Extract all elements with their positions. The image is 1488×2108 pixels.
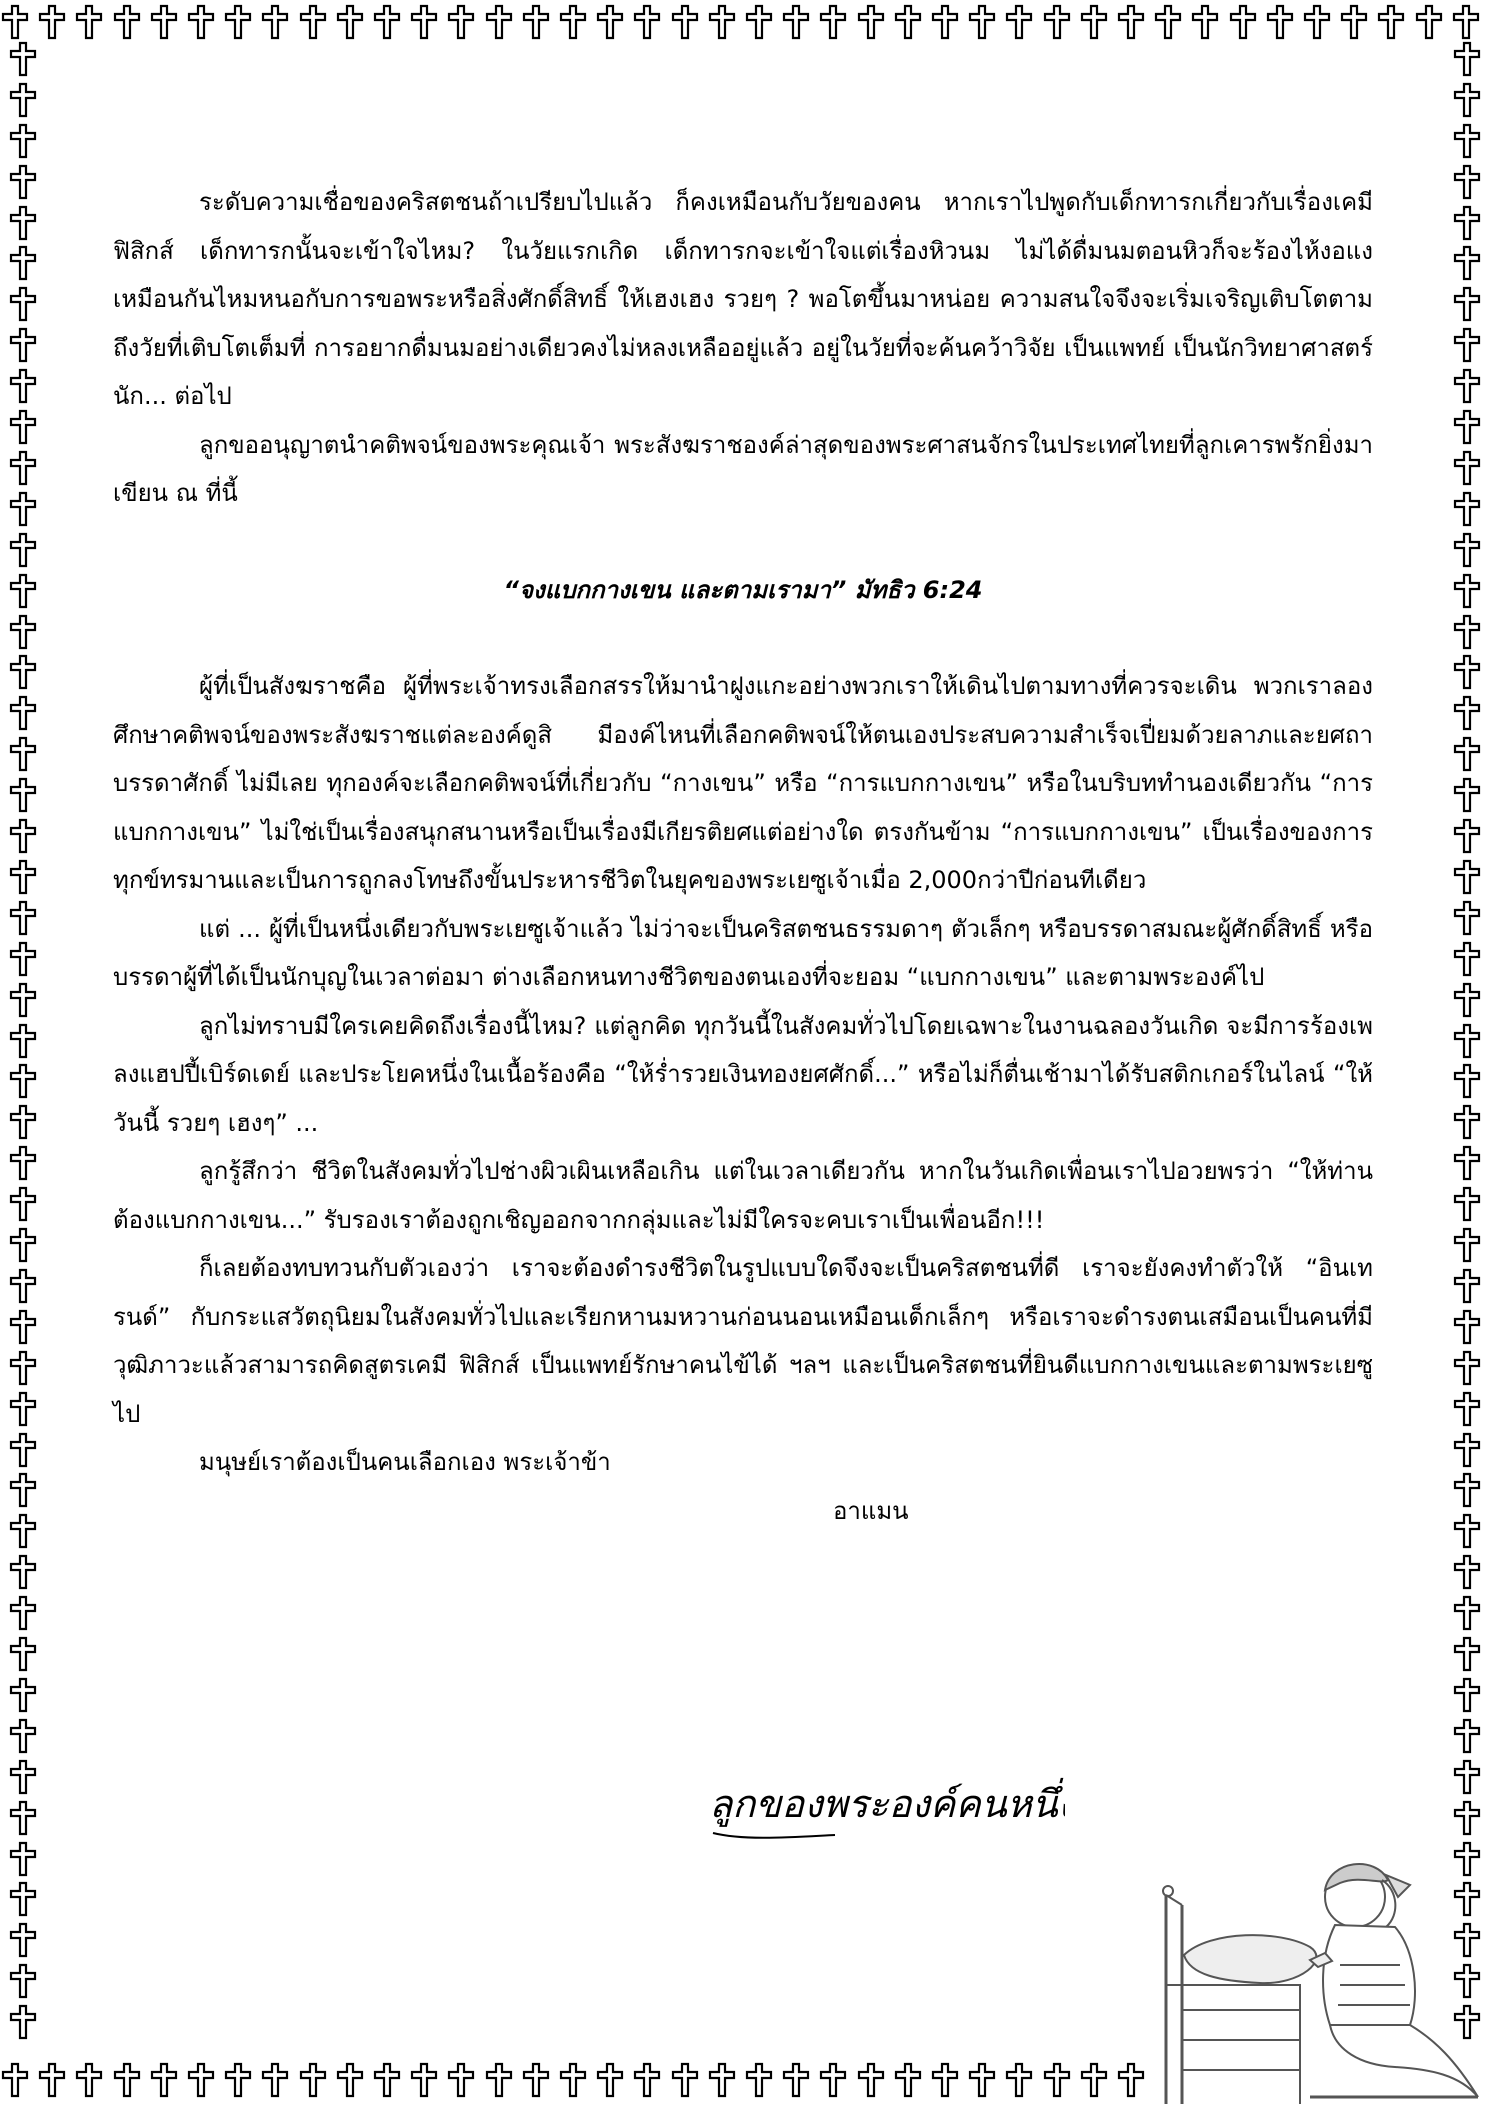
latin-cross-icon xyxy=(781,4,811,40)
intro-paragraph-1: ระดับความเชื่อของคริสตชนถ้าเปรียบไปแล้ว ก็คงเหมือนกับวัยของคน หากเราไปพูดกับเด็กทารกเกี่ยวกับเรื่องเคมีฟิสิกส์ เด็กทารกนั้นจะเข้าใจไหม? ในวัยแรกเกิด เด็กทารกจะเข้าใจแต่เรื่องหิวนม ไม่ได้ดื่มนมตอนหิวก็จะร้องไห้งอแง เหมือนกันไหมหนอกับการขอพระหรือสิ่งศักดิ์สิทธิ์ ให้เฮงเฮง รวยๆ ? พอโตขึ้นมาหน่อย ความสนใจจึงจะเริ่มเจริญเติบโตตาม ถึงวัยที่เติบโตเต็มที่ การอยากดื่มนมอย่างเดียวคงไม่หลงเหลืออยู่แล้ว อยู่ในวัยที่จะค้นคว้าวิจัย เป็นแพทย์ เป็นนักวิทยาศาสตร์ นัก... ต่อไป xyxy=(113,188,1373,410)
latin-cross-icon xyxy=(893,2062,923,2098)
latin-cross-icon xyxy=(521,2062,551,2098)
latin-cross-icon xyxy=(335,4,365,40)
cross-border-top xyxy=(0,4,1488,44)
body-paragraph-4: ลูกรู้สึกว่า ชีวิตในสังคมทั่วไปช่างผิวเผินเหลือเกิน แต่ในเวลาเดียวกัน หากในวันเกิดเพื่อนเราไปอวยพรว่า “ให้ท่านต้องแบกกางเขน...” รับรองเราต้องถูกเชิญออกจากกลุ่มและไม่มีใครจะคบเราเป็นเพื่อนอีก!!! xyxy=(113,1157,1373,1234)
latin-cross-icon xyxy=(1452,123,1482,159)
latin-cross-icon xyxy=(558,4,588,40)
latin-cross-icon xyxy=(8,1145,38,1181)
latin-cross-icon xyxy=(409,2062,439,2098)
latin-cross-icon xyxy=(8,654,38,690)
latin-cross-icon xyxy=(446,2062,476,2098)
latin-cross-icon xyxy=(8,450,38,486)
latin-cross-icon xyxy=(1042,2062,1072,2098)
latin-cross-icon xyxy=(1376,4,1406,40)
document-body xyxy=(113,178,1373,1535)
latin-cross-icon xyxy=(1042,4,1072,40)
latin-cross-icon xyxy=(595,4,625,40)
latin-cross-icon xyxy=(8,245,38,281)
latin-cross-icon xyxy=(1452,654,1482,690)
latin-cross-icon xyxy=(8,573,38,609)
latin-cross-icon xyxy=(1452,245,1482,281)
latin-cross-icon xyxy=(484,4,514,40)
latin-cross-icon xyxy=(335,2062,365,2098)
latin-cross-icon xyxy=(1079,4,1109,40)
latin-cross-icon xyxy=(1452,1186,1482,1222)
latin-cross-icon xyxy=(8,1063,38,1099)
latin-cross-icon xyxy=(1452,205,1482,241)
latin-cross-icon xyxy=(74,4,104,40)
latin-cross-icon xyxy=(8,409,38,445)
latin-cross-icon xyxy=(744,4,774,40)
latin-cross-icon xyxy=(1452,859,1482,895)
latin-cross-icon xyxy=(818,4,848,40)
latin-cross-icon xyxy=(1452,1800,1482,1836)
latin-cross-icon xyxy=(298,2062,328,2098)
latin-cross-icon xyxy=(1452,491,1482,527)
latin-cross-icon xyxy=(1452,1023,1482,1059)
latin-cross-icon xyxy=(8,1391,38,1427)
latin-cross-icon xyxy=(8,1718,38,1754)
latin-cross-icon xyxy=(484,2062,514,2098)
latin-cross-icon xyxy=(1452,777,1482,813)
latin-cross-icon xyxy=(8,286,38,322)
praying-girl-illustration xyxy=(1160,1835,1488,2104)
latin-cross-icon xyxy=(8,1472,38,1508)
latin-cross-icon xyxy=(670,4,700,40)
latin-cross-icon xyxy=(8,900,38,936)
latin-cross-icon xyxy=(149,2062,179,2098)
latin-cross-icon xyxy=(1190,4,1220,40)
latin-cross-icon xyxy=(1452,900,1482,936)
latin-cross-icon xyxy=(8,1227,38,1263)
latin-cross-icon xyxy=(8,1841,38,1877)
latin-cross-icon xyxy=(112,2062,142,2098)
latin-cross-icon xyxy=(1452,327,1482,363)
latin-cross-icon xyxy=(8,1309,38,1345)
closing-amen: อาแมน xyxy=(833,1496,909,1525)
body-paragraph-5: ก็เลยต้องทบทวนกับตัวเองว่า เราจะต้องดำรงชีวิตในรูปแบบใดจึงจะเป็นคริสตชนที่ดี เราจะยังคงทำตัวให้ “อินเทรนด์” กับกระแสวัตถุนิยมในสังคมทั่วไปและเรียกหานมหวานก่อนนอนเหมือนเด็กเล็กๆ หรือเราจะดำรงตนเสมือนเป็นคนที่มีวุฒิภาวะแล้วสามารถคิดสูตรเคมี ฟิสิกส์ เป็นแพทย์รักษาคนไข้ได้ ฯลฯ และเป็นคริสตชนที่ยินดีแบกกางเขนและตามพระเยซูไป xyxy=(113,1254,1373,1428)
latin-cross-icon xyxy=(856,2062,886,2098)
latin-cross-icon xyxy=(223,4,253,40)
cross-border-right xyxy=(1452,0,1488,2104)
latin-cross-icon xyxy=(1452,1718,1482,1754)
latin-cross-icon xyxy=(930,2062,960,2098)
latin-cross-icon xyxy=(8,1881,38,1917)
cross-border-left xyxy=(8,0,48,2104)
latin-cross-icon xyxy=(8,695,38,731)
latin-cross-icon xyxy=(1414,4,1444,40)
latin-cross-icon xyxy=(8,82,38,118)
latin-cross-icon xyxy=(1004,2062,1034,2098)
latin-cross-icon xyxy=(781,2062,811,2098)
latin-cross-icon xyxy=(1452,450,1482,486)
latin-cross-icon xyxy=(1452,1595,1482,1631)
latin-cross-icon xyxy=(8,736,38,772)
body-paragraph-3: ลูกไม่ทราบมีใครเคยคิดถึงเรื่องนี้ไหม? แต่ลูกคิด ทุกวันนี้ในสังคมทั่วไปโดยเฉพาะในงานฉลองวันเกิด จะมีการร้องเพลงแฮปปี้เบิร์ดเดย์ และประโยคหนึ่งในเนื้อร้องคือ “ให้ร่ำรวยเงินทองยศศักดิ์...” หรือไม่ก็ตื่นเช้ามาได้รับสติกเกอร์ในไลน์ “ให้วันนี้ รวยๆ เฮงๆ” ... xyxy=(113,1011,1373,1137)
latin-cross-icon xyxy=(1004,4,1034,40)
motto-heading: “จงแบกกางเขน และตามเรามา” มัทธิว 6:24 xyxy=(503,575,983,604)
latin-cross-icon xyxy=(1452,1677,1482,1713)
latin-cross-icon xyxy=(1452,1145,1482,1181)
latin-cross-icon xyxy=(8,1922,38,1958)
latin-cross-icon xyxy=(260,4,290,40)
latin-cross-icon xyxy=(8,614,38,650)
latin-cross-icon xyxy=(8,164,38,200)
latin-cross-icon xyxy=(8,532,38,568)
latin-cross-icon xyxy=(186,4,216,40)
latin-cross-icon xyxy=(1452,1759,1482,1795)
latin-cross-icon xyxy=(707,2062,737,2098)
latin-cross-icon xyxy=(149,4,179,40)
latin-cross-icon xyxy=(1452,1636,1482,1672)
latin-cross-icon xyxy=(372,2062,402,2098)
latin-cross-icon xyxy=(1452,941,1482,977)
latin-cross-icon xyxy=(1452,41,1482,77)
latin-cross-icon xyxy=(818,2062,848,2098)
latin-cross-icon xyxy=(8,777,38,813)
body-paragraph-2: แต่ ... ผู้ที่เป็นหนึ่งเดียวกับพระเยซูเจ้าแล้ว ไม่ว่าจะเป็นคริสตชนธรรมดาๆ ตัวเล็กๆ หรือบรรดาสมณะผู้ศักดิ์สิทธิ์ หรือบรรดาผู้ที่ได้เป็นนักบุญในเวลาต่อมา ต่างเลือกหนทางชีวิตของตนเองที่จะยอม “แบกกางเขน” และตามพระองค์ไป xyxy=(113,914,1373,991)
latin-cross-icon xyxy=(1116,4,1146,40)
latin-cross-icon xyxy=(1452,1227,1482,1263)
latin-cross-icon xyxy=(967,4,997,40)
latin-cross-icon xyxy=(1452,368,1482,404)
latin-cross-icon xyxy=(1452,1513,1482,1549)
latin-cross-icon xyxy=(1452,1554,1482,1590)
latin-cross-icon xyxy=(930,4,960,40)
handwritten-signature xyxy=(705,1755,1065,1855)
latin-cross-icon xyxy=(595,2062,625,2098)
latin-cross-icon xyxy=(8,1023,38,1059)
latin-cross-icon xyxy=(1452,1432,1482,1468)
body-paragraph-6: มนุษย์เราต้องเป็นคนเลือกเอง พระเจ้าข้า xyxy=(199,1448,611,1476)
latin-cross-icon xyxy=(1452,736,1482,772)
latin-cross-icon xyxy=(372,4,402,40)
latin-cross-icon xyxy=(409,4,439,40)
latin-cross-icon xyxy=(8,1268,38,1304)
latin-cross-icon xyxy=(1452,286,1482,322)
latin-cross-icon xyxy=(1452,573,1482,609)
latin-cross-icon xyxy=(1452,1104,1482,1140)
latin-cross-icon xyxy=(856,4,886,40)
latin-cross-icon xyxy=(632,4,662,40)
latin-cross-icon xyxy=(1452,1063,1482,1099)
latin-cross-icon xyxy=(893,4,923,40)
latin-cross-icon xyxy=(1153,4,1183,40)
latin-cross-icon xyxy=(1339,4,1369,40)
latin-cross-icon xyxy=(8,123,38,159)
latin-cross-icon xyxy=(8,1595,38,1631)
intro-paragraph-2: ลูกขออนุญาตนำคติพจน์ของพระคุณเจ้า พระสังฆราชองค์ล่าสุดของพระศาสนจักรในประเทศไทยที่ลูกเคารพรักยิ่งมาเขียน ณ ที่นี้ xyxy=(113,430,1373,507)
latin-cross-icon xyxy=(1079,2062,1109,2098)
latin-cross-icon xyxy=(1452,82,1482,118)
latin-cross-icon xyxy=(8,491,38,527)
latin-cross-icon xyxy=(521,4,551,40)
latin-cross-icon xyxy=(8,1513,38,1549)
latin-cross-icon xyxy=(1452,164,1482,200)
latin-cross-icon xyxy=(1452,1309,1482,1345)
latin-cross-icon xyxy=(8,327,38,363)
latin-cross-icon xyxy=(1452,409,1482,445)
latin-cross-icon xyxy=(8,2004,38,2040)
latin-cross-icon xyxy=(744,2062,774,2098)
latin-cross-icon xyxy=(1228,4,1258,40)
latin-cross-icon xyxy=(446,4,476,40)
latin-cross-icon xyxy=(74,2062,104,2098)
latin-cross-icon xyxy=(1452,614,1482,650)
latin-cross-icon xyxy=(8,982,38,1018)
latin-cross-icon xyxy=(967,2062,997,2098)
latin-cross-icon xyxy=(707,4,737,40)
latin-cross-icon xyxy=(8,818,38,854)
latin-cross-icon xyxy=(558,2062,588,2098)
svg-text:ลูกของพระองค์คนหนึ่ง: ลูกของพระองค์คนหนึ่ง xyxy=(709,1782,1065,1826)
latin-cross-icon xyxy=(632,2062,662,2098)
latin-cross-icon xyxy=(670,2062,700,2098)
latin-cross-icon xyxy=(1265,4,1295,40)
latin-cross-icon xyxy=(8,1636,38,1672)
body-paragraph-1: ผู้ที่เป็นสังฆราชคือ ผู้ที่พระเจ้าทรงเลือกสรรให้มานำฝูงแกะอย่างพวกเราให้เดินไปตามทางที่ควรจะเดิน พวกเราลองศึกษาคติพจน์ของพระสังฆราชแต่ละองค์ดูสิ มีองค์ไหนที่เลือกคติพจน์ให้ตนเองประสบความสำเร็จเปี่ยมด้วยลาภและยศถาบรรดาศักดิ์ ไม่มีเลย ทุกองค์จะเลือกคติพจน์ที่เกี่ยวกับ “กางเขน” หรือ “การแบกกางเขน” หรือในบริบททำนองเดียวกัน “การแบกกางเขน” ไม่ใช่เป็นเรื่องสนุกสนานหรือเป็นเรื่องมีเกียรติยศแต่อย่างใด ตรงกันข้าม “การแบกกางเขน” เป็นเรื่องของการทุกข์ทรมานและเป็นการถูกลงโทษถึงขั้นประหารชีวิตในยุคของพระเยซูเจ้าเมื่อ 2,000กว่าปีก่อนทีเดียว xyxy=(113,672,1373,894)
latin-cross-icon xyxy=(186,2062,216,2098)
latin-cross-icon xyxy=(112,4,142,40)
latin-cross-icon xyxy=(1452,982,1482,1018)
latin-cross-icon xyxy=(8,368,38,404)
latin-cross-icon xyxy=(1452,1472,1482,1508)
latin-cross-icon xyxy=(223,2062,253,2098)
latin-cross-icon xyxy=(8,1432,38,1468)
latin-cross-icon xyxy=(8,205,38,241)
latin-cross-icon xyxy=(1452,1391,1482,1427)
latin-cross-icon xyxy=(8,1554,38,1590)
latin-cross-icon xyxy=(260,2062,290,2098)
latin-cross-icon xyxy=(8,859,38,895)
latin-cross-icon xyxy=(1452,532,1482,568)
latin-cross-icon xyxy=(8,1759,38,1795)
latin-cross-icon xyxy=(1302,4,1332,40)
latin-cross-icon xyxy=(8,1186,38,1222)
latin-cross-icon xyxy=(8,1963,38,1999)
latin-cross-icon xyxy=(1452,1350,1482,1386)
latin-cross-icon xyxy=(1452,695,1482,731)
latin-cross-icon xyxy=(1452,818,1482,854)
latin-cross-icon xyxy=(8,1104,38,1140)
latin-cross-icon xyxy=(8,941,38,977)
latin-cross-icon xyxy=(1452,1268,1482,1304)
latin-cross-icon xyxy=(8,1677,38,1713)
latin-cross-icon xyxy=(1116,2062,1146,2098)
latin-cross-icon xyxy=(8,41,38,77)
latin-cross-icon xyxy=(8,1800,38,1836)
latin-cross-icon xyxy=(298,4,328,40)
latin-cross-icon xyxy=(8,1350,38,1386)
